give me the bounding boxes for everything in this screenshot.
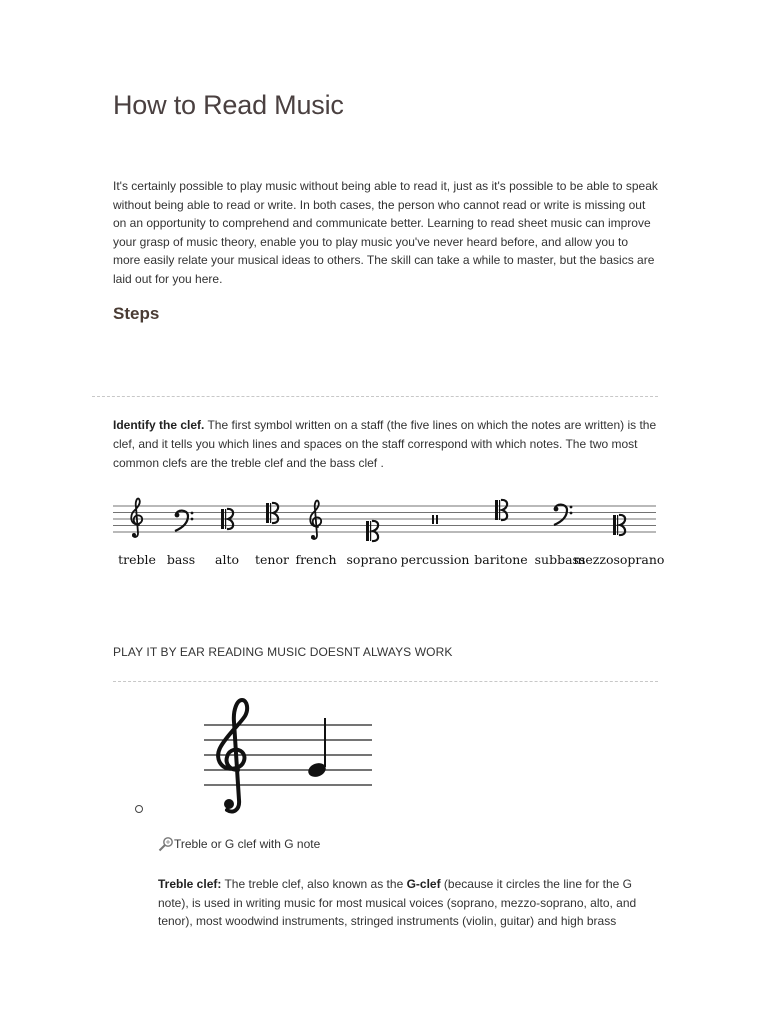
section-divider-2 (113, 681, 658, 682)
clef-labels (118, 552, 664, 567)
treble-text-2: (because it circles the line for the G note), is used in writing music for most musical voices (soprano, mezzo-soprano, alto, and tenor), most woodwind instruments, stringed instruments (violin, guitar) and high brass (158, 877, 637, 929)
clef-label-treble: treble (118, 552, 156, 567)
clef-label-subbass: subbass (534, 552, 586, 567)
step-body: The first symbol written on a staff (the five lines on which the notes are written) is the clef, and it tells you which lines and spaces on the staff correspond with which notes. The two most common clefs are the treble clef and the bass clef . (113, 418, 657, 470)
figure-caption (158, 836, 320, 852)
clef-glyphs (131, 499, 625, 542)
percussion-clef-icon (432, 515, 438, 524)
clef-label-french: french (295, 552, 337, 567)
treble-clef-paragraph (158, 875, 638, 931)
bass-clef-icon (175, 511, 194, 531)
treble-label: Treble clef: (158, 877, 222, 891)
intro-paragraph: It's certainly possible to play music without being able to read it, just as it's possible to be able to speak without being able to read or write. In both cases, the person who cannot read or write is missing out on an opportunity to comprehend and communicate better. Learning to read sheet music can improve your grasp of music theory, enable you to play music you've never heard before, and allow you to more easily relate your musical ideas to others. The skill can take a while to master, but the basics are laid out for you here. (113, 179, 658, 286)
step-text (113, 416, 658, 473)
c-clef-icon (495, 500, 507, 520)
clef-label-percussion: percussion (400, 552, 470, 567)
treble-clef-image[interactable] (200, 696, 380, 816)
magnifier-icon[interactable] (158, 836, 174, 852)
clef-staff-figure (108, 494, 678, 574)
treble-clef-icon (218, 700, 247, 812)
g-clef-term: G-clef (406, 877, 441, 891)
c-clef-icon (366, 521, 378, 541)
staff-lines (113, 506, 656, 532)
list-bullet (135, 805, 143, 813)
clef-label-soprano: soprano (346, 552, 398, 567)
step-title: Identify the clef. (113, 418, 205, 432)
treble-clef-icon (131, 499, 142, 537)
clef-label-tenor: tenor (255, 552, 289, 567)
bass-clef-icon (554, 505, 573, 525)
clef-label-bass: bass (166, 552, 196, 567)
clef-label-mezzosoprano: mezzosoprano (573, 552, 665, 567)
section-divider (92, 396, 658, 397)
g-note-icon (306, 718, 327, 779)
treble-text-1: The treble clef, also known as the (221, 877, 407, 891)
clef-label-baritone: baritone (474, 552, 528, 567)
clef-label-alto: alto (215, 552, 239, 567)
caption-heading: PLAY IT BY EAR READING MUSIC DOESNT ALWAYS WORK (113, 645, 453, 659)
caption-text: Treble or G clef with G note (174, 837, 321, 851)
steps-heading: Steps (113, 304, 160, 323)
page-title: How to Read Music (113, 90, 344, 120)
